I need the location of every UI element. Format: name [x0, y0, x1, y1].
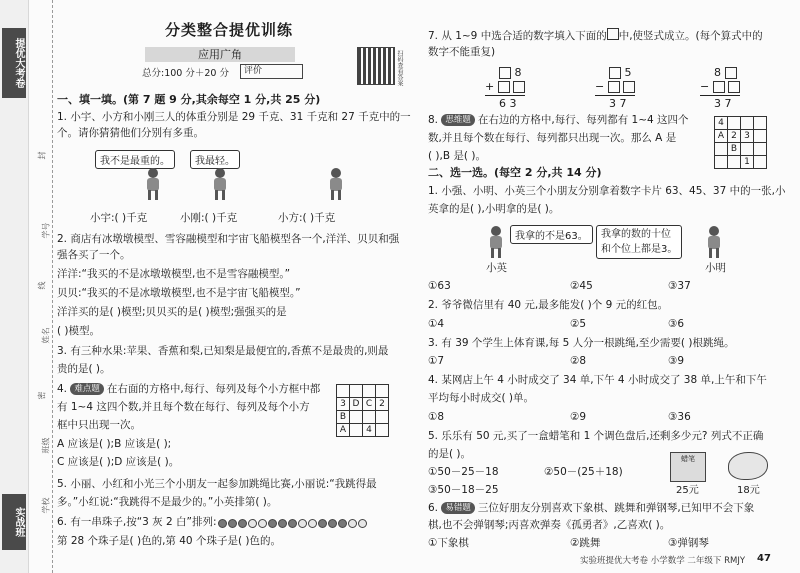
c2-option-2[interactable]: ②5 [570, 318, 587, 330]
bead-white [258, 519, 267, 528]
q4-sudoku-grid: 3 D C 2 B A 4 [336, 384, 389, 437]
binding-class: 班级 [41, 437, 51, 454]
c1-option-1[interactable]: ①63 [428, 280, 451, 292]
binding-name: 姓名 [41, 327, 51, 344]
q1-line-1: 1. 小宇、小方和小刚三人的体重分别是 29 千克、31 千克和 27 千克中的一 [57, 111, 411, 123]
q7-line-1: 7. 从 1~9 中选合适的数字填入下面的 中,使竖式成立。(每个算式中的 [428, 30, 763, 42]
q8-line-2: 数,并且每个数在每行、每列都只出现一次。那么 A 是 [428, 132, 677, 144]
q1-answer-xiaofang: 小方:( )千克 [278, 212, 336, 224]
bead-grey [218, 519, 227, 528]
footer-text: 实验班提优大考卷 小学数学 二年级下 RMJY [580, 556, 746, 566]
q4-badge: 难点题 [70, 383, 104, 395]
q8-badge: 思维题 [441, 114, 475, 126]
q7-line-2: 数字不能重复) [428, 46, 496, 58]
book-spine [0, 0, 29, 573]
q2-line-6: ( )模型。 [57, 325, 101, 337]
boy-figure [706, 226, 722, 258]
section-2-title: 二、选一选。(每空 2 分,共 14 分) [428, 166, 602, 179]
c6-option-2[interactable]: ②跳舞 [570, 537, 601, 549]
vertical-subtraction-1: 5 − 3 7 [595, 66, 645, 114]
c6-line-2: 棋,也不会弹钢琴;丙喜欢弹奏《孤勇者》,乙喜欢( )。 [428, 519, 671, 531]
c4-option-3[interactable]: ③36 [668, 411, 691, 423]
evaluation-label: 评价 [244, 66, 263, 76]
vertical-addition: 8 + 6 3 [485, 66, 535, 114]
bead-grey [328, 519, 337, 528]
c3-option-1[interactable]: ①7 [428, 355, 445, 367]
binding-num: 学号 [41, 222, 51, 239]
q4-line-1-text: 在右面的方格中,每行、每列及每个小方框中都 [106, 383, 321, 395]
q2-line-2: 强各买了一个。 [57, 249, 131, 261]
binding-seal-2: 线 [37, 281, 47, 290]
palette-price: 18元 [737, 485, 760, 496]
c3-line-1: 3. 有 39 个学生上体育课,每 5 人分一根跳绳,至少需要( )根跳绳。 [428, 337, 735, 349]
page-number: 47 [757, 553, 771, 564]
blank-box-icon [607, 28, 619, 40]
c4-line-1: 4. 某网店上午 4 小时成交了 34 单,下午 4 小时成交了 38 单,上午和下午 [428, 374, 767, 386]
qr-code-icon[interactable] [357, 47, 395, 85]
c3-option-2[interactable]: ②8 [570, 355, 587, 367]
binding-school: 学校 [41, 497, 51, 514]
q2-line-4: 贝贝:“我买的不是冰墩墩模型,也不是宇宙飞船模型。” [57, 287, 301, 299]
q6-line-1: 6. 有一串珠子,按“3 灰 2 白”排列: [57, 516, 217, 528]
qr-label: 扫码查看答案 [396, 50, 403, 86]
q4-line-2: 有 1~4 这四个数,并且每个数在每行、每列及每个小方 [57, 401, 310, 413]
c1-name-xiaoming: 小明 [705, 262, 726, 274]
q1-line-2: 个。请你猜猜他们分别有多重。 [57, 127, 204, 139]
c1-speech-bubble-2: 我拿的数的十位 和个位上都是3。 [596, 225, 682, 259]
c1-option-3[interactable]: ③37 [668, 280, 691, 292]
page-title: 分类整合提优训练 [165, 21, 294, 39]
c4-option-2[interactable]: ②9 [570, 411, 587, 423]
q2-line-5: 洋洋买的是( )模型;贝贝买的是( )模型;强强买的是 [57, 306, 287, 318]
c3-option-3[interactable]: ③9 [668, 355, 685, 367]
c6-line-1: 6. 易错题 三位好朋友分别喜欢下象棋、跳舞和弹钢琴,已知甲不会下象 [428, 502, 755, 514]
c1-line-2: 英拿的是( ),小明拿的是( )。 [428, 203, 560, 215]
q4-line-5: C 应该是( );D 应该是( )。 [57, 456, 180, 468]
q3-line-2: 贵的是( )。 [57, 363, 111, 375]
bead-grey [338, 519, 347, 528]
bead-grey [268, 519, 277, 528]
binding-seal-1: 封 [37, 151, 47, 160]
q4-line-4: A 应该是( );B 应该是( ); [57, 438, 172, 450]
girl-figure [488, 226, 504, 258]
q8-line-3: ( ),B 是( )。 [428, 150, 486, 162]
bead-white [348, 519, 357, 528]
q1-speech-bubble-1: 我不是最重的。 [95, 150, 175, 169]
binding-seal-3: 密 [37, 391, 47, 400]
c2-line-1: 2. 爷爷微信里有 40 元,最多能发( )个 9 元的红包。 [428, 299, 669, 311]
palette-icon [728, 452, 768, 480]
q5-line-1: 5. 小丽、小红和小光三个小朋友一起参加跳绳比赛,小丽说:“我跳得最 [57, 478, 377, 490]
q2-line-3: 洋洋:“我买的不是冰墩墩模型,也不是雪容融模型。” [57, 268, 291, 280]
q8-sudoku-grid: 4 A 2 3 B 1 [714, 116, 767, 169]
q1-answer-xiaogang: 小刚:( )千克 [180, 212, 238, 224]
q4-line-3: 框中只出现一次。 [57, 419, 141, 431]
page-subtitle: 应用广角 [145, 47, 295, 62]
crayon-box-icon: 蜡笔 [670, 452, 706, 482]
c2-option-1[interactable]: ①4 [428, 318, 445, 330]
q8-line-1: 8. 思维题 在右边的方格中,每行、每列都有 1~4 这四个 [428, 114, 689, 126]
c6-option-1[interactable]: ①下象棋 [428, 537, 469, 549]
q5-line-2: 多。”小红说:“我跳得不是最少的。”小英排第( )。 [57, 496, 278, 508]
evaluation-box[interactable] [240, 64, 303, 79]
child-figure-3 [328, 168, 344, 200]
c4-option-1[interactable]: ①8 [428, 411, 445, 423]
q1-answer-xiaoyu: 小宇:( )千克 [90, 212, 148, 224]
c5-option-3[interactable]: ③50－18－25 [428, 484, 499, 496]
bead-grey [238, 519, 247, 528]
c1-name-xiaoying: 小英 [486, 262, 507, 274]
bead-white [248, 519, 257, 528]
c1-speech-bubble-1: 我拿的不是63。 [510, 225, 593, 244]
bead-grey [288, 519, 297, 528]
c5-option-1[interactable]: ①50－25－18 [428, 466, 499, 478]
vertical-subtraction-2: 8 − 3 7 [700, 66, 750, 114]
bead-grey [318, 519, 327, 528]
q6-line-2: 第 28 个珠子是( )色的,第 40 个珠子是( )色的。 [57, 535, 281, 547]
child-figure-2 [212, 168, 228, 200]
score-text: 总分:100 分＋20 分 [142, 68, 229, 79]
spine-bottom-tab: 实战班 [2, 494, 26, 550]
c6-badge: 易错题 [441, 502, 475, 514]
spine-top-tab: 提优大考卷 [2, 28, 26, 98]
q4-line-1: 4. 难点题 在右面的方格中,每行、每列及每个小方框中都 [57, 383, 321, 395]
c6-option-3[interactable]: ③弹钢琴 [668, 537, 709, 549]
bead-white [298, 519, 307, 528]
q1-speech-bubble-2: 我最轻。 [190, 150, 240, 169]
c5-line-1: 5. 乐乐有 50 元,买了一盒蜡笔和 1 个调色盘后,还剩多少元? 列式不正确 [428, 430, 764, 442]
bead-grey [228, 519, 237, 528]
c5-line-2: 的是( )。 [428, 448, 472, 460]
crayon-price: 25元 [676, 485, 699, 496]
c5-option-2[interactable]: ②50－(25＋18) [544, 466, 623, 478]
c2-option-3[interactable]: ③6 [668, 318, 685, 330]
q2-line-1: 2. 商店有冰墩墩模型、雪容融模型和宇宙飞船模型各一个,洋洋、贝贝和强 [57, 233, 400, 245]
c1-option-2[interactable]: ②45 [570, 280, 593, 292]
cut-line [52, 0, 53, 573]
c4-line-2: 平均每小时成交( )单。 [428, 392, 535, 404]
c1-line-1: 1. 小强、小明、小英三个小朋友分别拿着数字卡片 63、45、37 中的一张,小 [428, 185, 786, 197]
bead-string [218, 517, 368, 530]
bead-white [308, 519, 317, 528]
bead-white [358, 519, 367, 528]
section-1-title: 一、填一填。(第 7 题 9 分,其余每空 1 分,共 25 分) [57, 93, 321, 106]
child-figure-1 [145, 168, 161, 200]
q3-line-1: 3. 有三种水果:苹果、香蕉和梨,已知梨是最便宜的,香蕉不是最贵的,则最 [57, 345, 389, 357]
bead-grey [278, 519, 287, 528]
